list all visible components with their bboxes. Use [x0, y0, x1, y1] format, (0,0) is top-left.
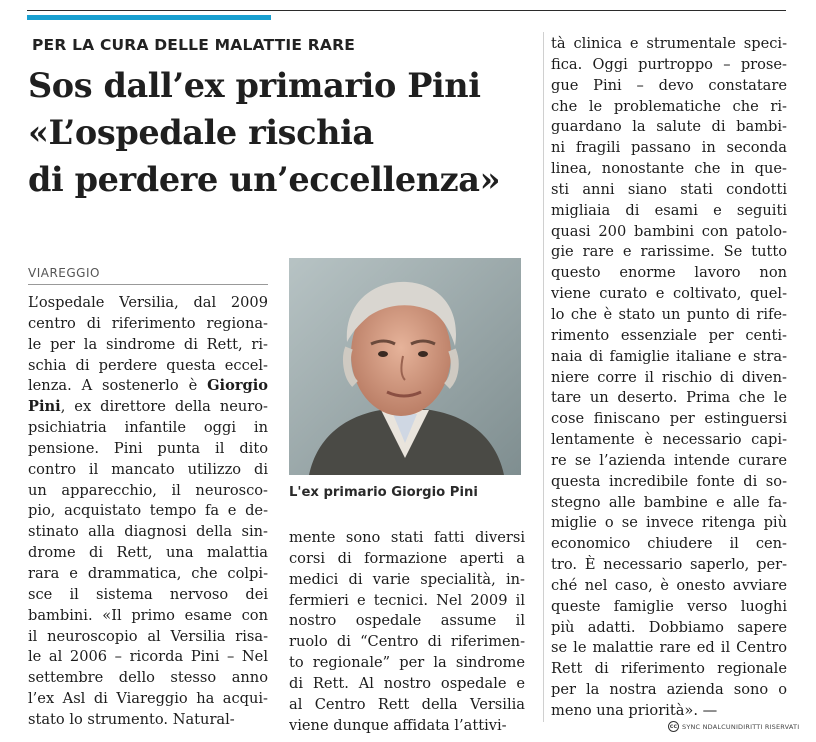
headline-line: «L’ospedale rischia — [28, 113, 374, 152]
article-text-line: rimento essenziale per centi- — [551, 326, 787, 344]
article-text-line: tare un deserto. Prima che le — [551, 389, 787, 407]
article-text-line: sti anni siano stati condotti — [551, 180, 787, 198]
article-text-line: schia di perdere questa eccel- — [28, 356, 268, 374]
headline-line: di perdere un’eccellenza» — [28, 160, 501, 199]
article-text-line: bambini. «Il primo esame con — [28, 606, 268, 624]
article-text-line: lo che è stato un punto di rife- — [551, 305, 787, 323]
portrait-photo — [289, 258, 521, 475]
article-text-line: meno una priorità». — — [551, 702, 718, 719]
column-divider — [543, 32, 544, 722]
article-text-line: tà clinica e strumentale speci- — [551, 35, 787, 52]
article-text-line: economico chiudere il cen- — [551, 535, 787, 553]
article-text-line: al Centro Rett della Versilia — [289, 695, 525, 713]
article-text-line: ruolo di “Centro di riferimen- — [289, 633, 525, 651]
article-text-line: viene dunque affidata l’attivi- — [289, 716, 507, 734]
article-text-line: stegno alle bambine e alle fa- — [551, 493, 787, 511]
headline-line: Sos dall’ex primario Pini — [28, 66, 481, 105]
article-text-line: lenza. A sostenerlo è Giorgio — [28, 377, 268, 395]
copyright-footer — [668, 721, 799, 732]
article-text-line: se le malattie rare ed il Centro — [551, 639, 787, 657]
article-text-line: Pini, ex direttore della neuro- — [28, 398, 268, 416]
article-text-line: questo enorme lavoro non — [551, 264, 787, 282]
headline — [28, 62, 538, 203]
article-text-line: fermieri e tecnici. Nel 2009 il — [289, 591, 525, 609]
creative-commons-icon: cc — [669, 723, 678, 730]
article-text-line: centro di riferimento regiona- — [28, 314, 268, 332]
article-text-line: Rett di riferimento regionale — [551, 660, 787, 678]
article-text-line: un apparecchio, il neurosco- — [28, 481, 268, 499]
article-text-line: gue Pini – devo constatare — [551, 76, 787, 94]
article-text-line: questa incredibile fonte di so- — [551, 472, 787, 490]
article-text-line: nostro ospedale assume il — [289, 612, 525, 630]
article-text-line: medici di varie specialità, in- — [289, 570, 525, 588]
article-text-line: to regionale” per la sindrome — [289, 654, 525, 672]
article-text-line: quasi 200 bambini con patolo- — [551, 222, 787, 240]
article-column-3 — [551, 34, 787, 722]
article-text-line: contro il mancato utilizzo di — [28, 460, 268, 478]
article-text-line: di Rett. Al nostro ospedale e — [289, 674, 525, 692]
article-text-line: stinato alla diagnosi della sin- — [28, 523, 268, 541]
article-text-line: il neuroscopio al Versilia risa- — [28, 627, 268, 645]
article-text-line: per la nostra azienda sono o — [551, 681, 787, 699]
top-rule — [27, 10, 786, 11]
article-text-line: miglie o se invece ritenga più — [551, 514, 787, 532]
kicker: PER LA CURA DELLE MALATTIE RARE — [32, 36, 356, 54]
dateline-rule — [28, 284, 268, 285]
article-text-line: psichiatria infantile oggi in — [28, 419, 268, 437]
article-text-line: guardano la salute di bambi- — [551, 118, 787, 136]
article-text-line: corsi di formazione aperti a — [289, 549, 525, 567]
article-text-line: le per la sindrome di Rett, ri- — [28, 335, 268, 353]
article-text-line: che le problematiche che ri- — [551, 97, 787, 115]
article-text-line: stato lo strumento. Natural- — [28, 710, 235, 728]
article-text-line: ché nel caso, è onesto avviare — [551, 576, 787, 594]
article-text-line: re se l’azienda intende curare — [551, 451, 787, 469]
article-text-line: lentamente è necessario capi- — [551, 431, 787, 449]
article-text-line: L’ospedale Versilia, dal 2009 — [28, 294, 268, 311]
article-text-line: rara e drammatica, che colpi- — [28, 564, 268, 582]
article-text-line: gie rare e rarissime. Se tutto — [551, 243, 787, 261]
article-text-line: niere corre il rischio di diven- — [551, 368, 787, 386]
article-text-line: l’ex Asl di Viareggio ha acqui- — [28, 690, 268, 708]
article-text-line: migliaia di esami e seguiti — [551, 201, 787, 219]
article-text-line: cose finiscano per estinguersi — [551, 410, 787, 428]
article-column-2 — [289, 528, 525, 736]
portrait-illustration — [289, 258, 521, 475]
article-text-line: viene curato e coltivato, quel- — [551, 285, 787, 303]
article-column-1 — [28, 293, 268, 731]
article-text-line: tro. È necessario saperlo, per- — [551, 556, 787, 574]
article-text-line: linea, nonostante che in que- — [551, 160, 787, 178]
article-text-line: naia di famiglie italiane e stra- — [551, 347, 787, 365]
section-accent-bar — [27, 15, 271, 20]
photo-caption: L'ex primario Giorgio Pini — [289, 485, 478, 500]
article-text-line: pensione. Pini punta il dito — [28, 439, 268, 457]
article-text-line: ni fragili passano in seconda — [551, 139, 787, 157]
article-text-line: fica. Oggi purtroppo – prose- — [551, 55, 787, 73]
article-text-line: le al 2006 – ricorda Pini – Nel — [28, 648, 268, 666]
article-text-line: mente sono stati fatti diversi — [289, 529, 525, 546]
dateline: VIAREGGIO — [28, 266, 100, 280]
article-text-line: drome di Rett, una malattia — [28, 544, 268, 562]
article-text-line: settembre dello stesso anno — [28, 669, 268, 687]
article-text-line: più adatti. Dobbiamo sapere — [551, 618, 787, 636]
copyright-text: SYNC NDALCUNIDIRITTI RISERVATI — [682, 722, 800, 731]
article-text-line: sce il sistema nervoso dei — [28, 585, 268, 603]
article-text-line: queste famiglie verso luoghi — [551, 597, 787, 615]
article-text-line: pio, acquistato tempo fa e de- — [28, 502, 268, 520]
